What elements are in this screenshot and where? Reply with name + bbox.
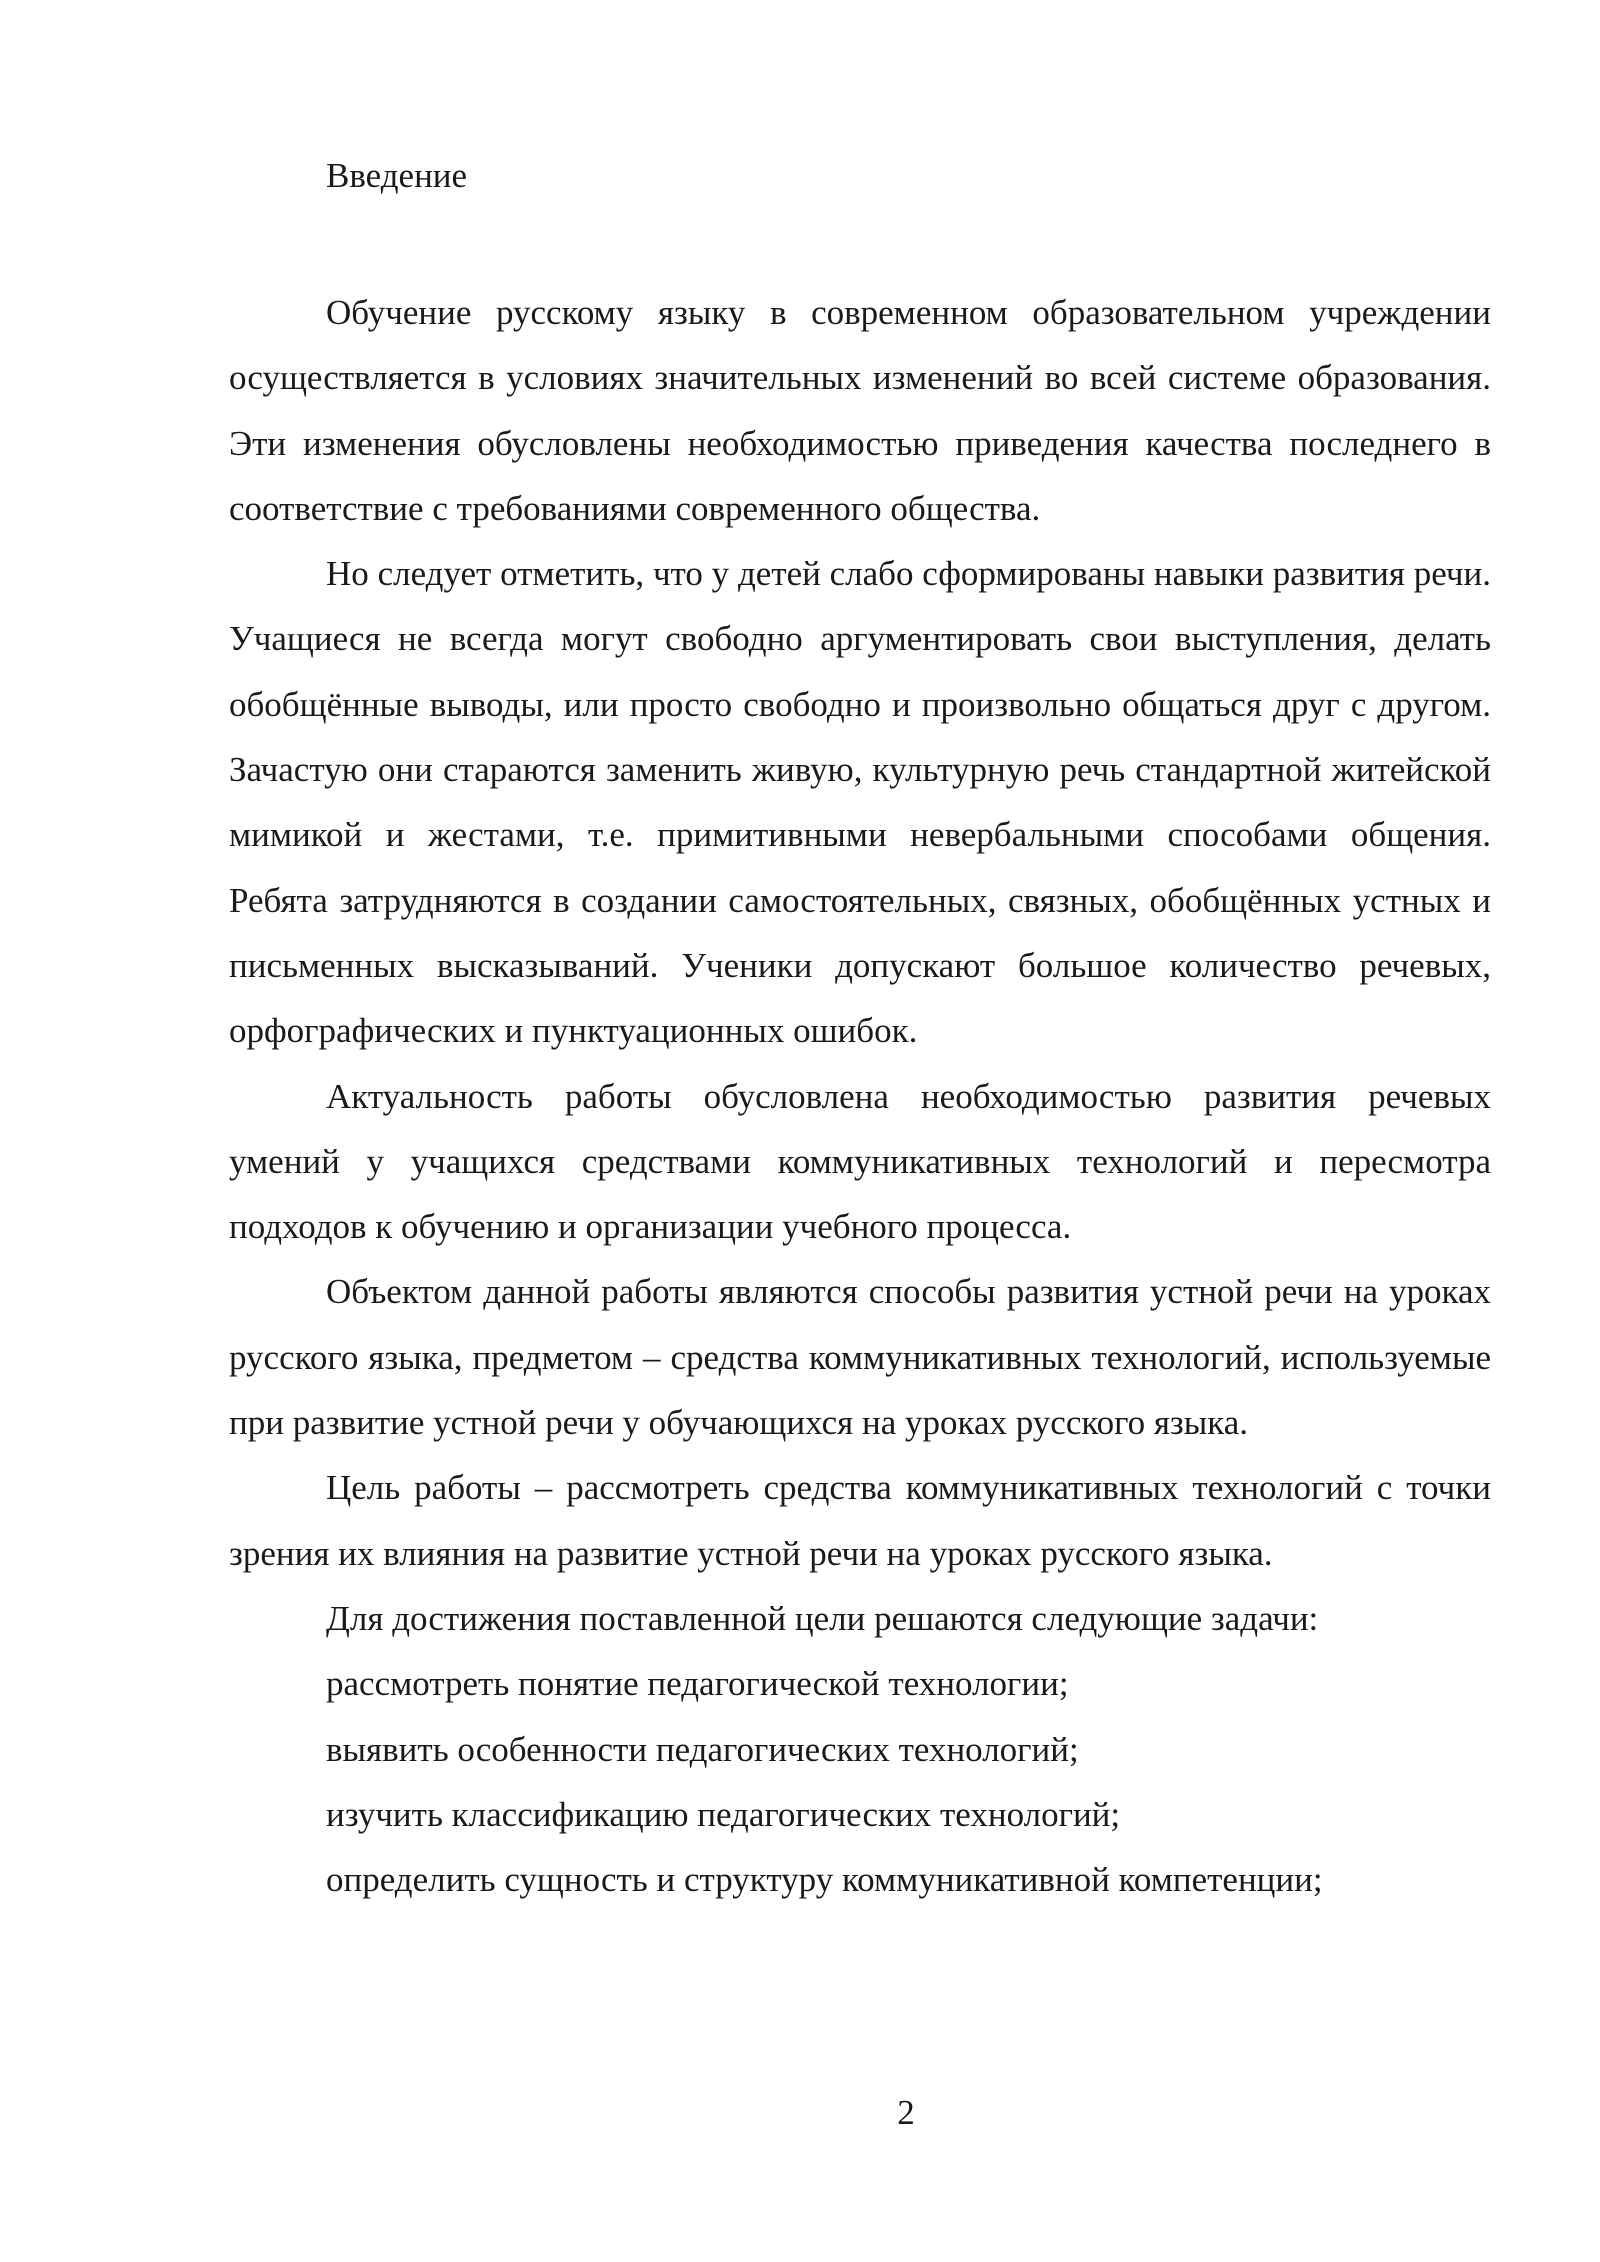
paragraph-3: Актуальность работы обусловлена необходимостью развития речевых умений у учащихся средствами коммуникативных технологий и пересмотра подходов к обучению и организации учебного процесса. (229, 1076, 1491, 1247)
section-heading: Введение (326, 156, 468, 195)
document-page (229, 150, 1491, 1912)
paragraph-4: Объектом данной работы являются способы развития устной речи на уроках русского языка, предметом – средства коммуникативных технологий, используемые при развитие устной речи у обучающихся на уроках русского языка. (229, 1272, 1491, 1443)
paragraph-2: Но следует отметить, что у детей слабо сформированы навыки развития речи. Учащиеся не всегда могут свободно аргументировать свои выступления, делать обобщённые выводы, или просто свободно и произвольно общаться друг с другом. Зачастую они стараются заменить живую, культурную речь стандартной житейской мимикой и жестами, т.е. примитивными невербальными способами общения. Ребята затрудняются в создании самостоятельных, связных, обобщённых устных и письменных высказываний. Ученики допускают большое количество речевых, орфографических и пунктуационных ошибок. (229, 554, 1491, 1051)
page-number: 2 (897, 2093, 915, 2132)
task-item-4: определить сущность и структуру коммуникативной компетенции; (326, 1860, 1323, 1900)
task-item-1: рассмотреть понятие педагогической технологии; (326, 1664, 1069, 1704)
paragraph-5: Цель работы – рассмотреть средства коммуникативных технологий с точки зрения их влияния на развитие устной речи на уроках русского языка. (229, 1468, 1491, 1573)
tasks-intro: Для достижения поставленной цели решаются следующие задачи: (326, 1598, 1319, 1638)
task-item-2: выявить особенности педагогических технологий; (326, 1729, 1079, 1769)
task-item-3: изучить классификацию педагогических технологий; (326, 1794, 1121, 1834)
paragraph-1: Обучение русскому языку в современном образовательном учреждении осуществляется в условиях значительных изменений во всей системе образования. Эти изменения обусловлены необходимостью приведения качества последнего в соответствие с требованиями современного общества. (229, 293, 1491, 528)
